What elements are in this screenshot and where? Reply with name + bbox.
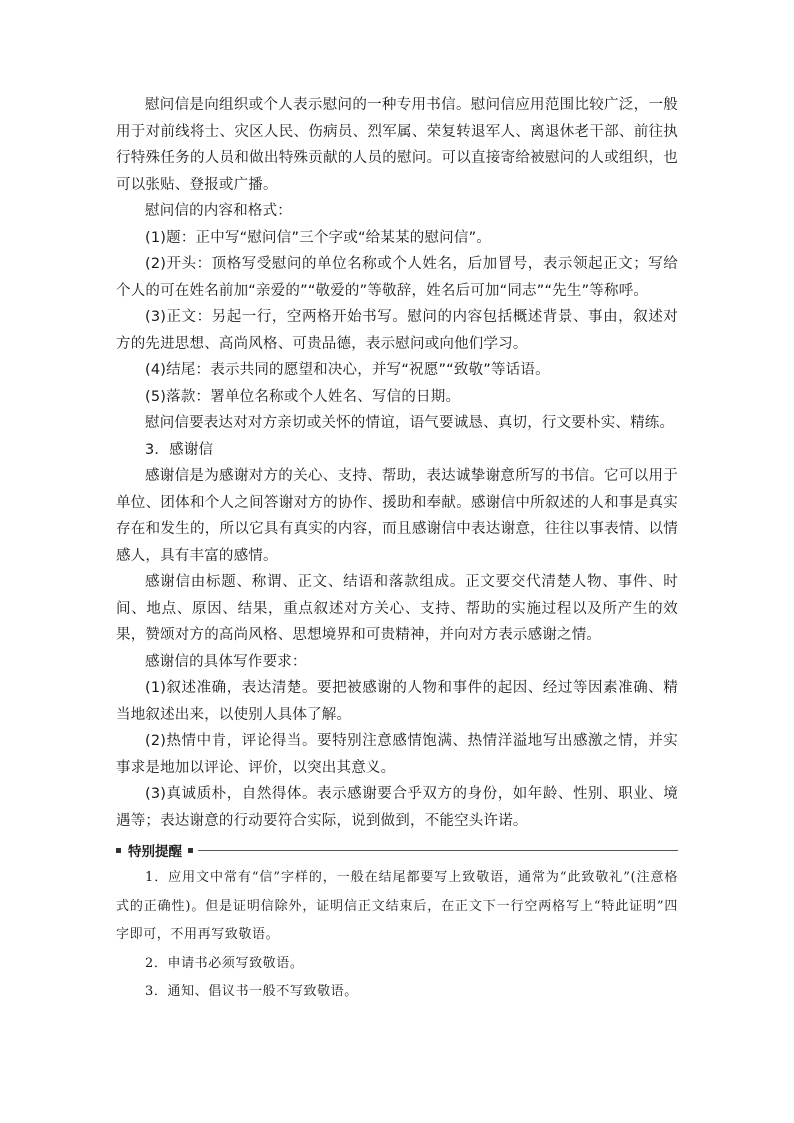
paragraph-intro: 慰问信是向组织或个人表示慰问的一种专用书信。慰问信应用范围比较广泛，一般用于对前线将士、灾区人民、伤病员、烈军属、荣复转退军人、离退休老干部、前往执行特殊任务的人员和做出特殊贡献的人员的慰问。可以直接寄给被慰问的人或组织，也可以张贴、登报或广播。 xyxy=(116,97,678,193)
paragraph-requirement-2: (2)热情中肯，评论得当。要特别注意感情饱满、热情洋溢地写出感激之情，并实事求是地加以评论、评价，以突出其意义。 xyxy=(116,733,678,776)
paragraph-item-body: (3)正文：另起一行，空两格开始书写。慰问的内容包括概述背景、事由，叙述对方的先进思想、高尚风格、可贵品德，表示慰问或向他们学习。 xyxy=(116,309,678,352)
paragraph-item-opening: (2)开头：顶格写受慰问的单位名称或个人姓名，后加冒号，表示领起正文；写给个人的可在姓名前加“亲爱的”“敬爱的”等敬辞，姓名后可加“同志”“先生”等称呼。 xyxy=(116,256,678,299)
tip-item: 2．申请书必须写致敬语。 xyxy=(145,955,304,971)
paragraph-thanks-intro: 感谢信是为感谢对方的关心、支持、帮助，表达诚挚谢意所写的书信。它可以用于单位、团体和个人之间答谢对方的协作、援助和奉献。感谢信中所叙述的人和事是真实存在和发生的，所以它具有真实的内容，而且感谢信中表达谢意，往往以事表情、以情感人，具有丰富的感情。 xyxy=(116,468,678,564)
square-bullet-icon xyxy=(188,848,193,853)
paragraph-thanks-requirements-heading: 感谢信的具体写作要求： xyxy=(145,653,307,670)
paragraph-item-signature: (5)落款：署单位名称或个人姓名、写信的日期。 xyxy=(145,388,461,405)
paragraph-item-ending: (4)结尾：表示共同的愿望和决心，并写“祝愿”“致敬”等话语。 xyxy=(145,362,550,378)
tip-list xyxy=(116,864,678,1007)
paragraph-summary: 慰问信要表达对对方亲切或关怀的情谊，语气要诚恳、真切，行文要朴实、精练。 xyxy=(145,415,675,431)
paragraph-thanks-structure: 感谢信由标题、称谓、正文、结语和落款组成。正文要交代清楚人物、事件、时间、地点、原因、结果，重点叙述对方关心、支持、帮助的实施过程以及所产生的效果，赞颂对方的高尚风格、思想境界和可贵精神，并向对方表示感谢之情。 xyxy=(116,574,678,643)
paragraph-format-heading: 慰问信的内容和格式： xyxy=(145,203,292,219)
paragraph-requirement-1: (1)叙述准确，表达清楚。要把被感谢的人物和事件的起因、经过等因素准确、精当地叙述出来，以使别人具体了解。 xyxy=(116,680,678,723)
tip-title: 特别提醒 xyxy=(128,844,182,860)
divider-rule xyxy=(198,850,678,851)
section-heading: 3．感谢信 xyxy=(145,441,214,458)
tip-header xyxy=(116,838,678,862)
tip-item: 3．通知、倡议书一般不写致敬语。 xyxy=(145,984,358,999)
paragraph-item-title: (1)题：正中写“慰问信”三个字或“给某某的慰问信”。 xyxy=(145,229,491,246)
document-body xyxy=(116,92,678,1007)
tip-item: 1．应用文中常有“信”字样的，一般在结尾都要写上致敬语，通常为“此致敬礼”(注意格式的正确性)。但是证明信除外，证明信正文结束后，在正文下一行空两格写上“特此证明”四字即可，不用再写致敬语。 xyxy=(116,870,678,942)
square-bullet-icon xyxy=(116,848,121,853)
paragraph-requirement-3: (3)真诚质朴，自然得体。表示感谢要合乎双方的身份，如年龄、性别、职业、境遇等；表达谢意的行动要符合实际，说到做到，不能空头许诺。 xyxy=(116,786,678,829)
